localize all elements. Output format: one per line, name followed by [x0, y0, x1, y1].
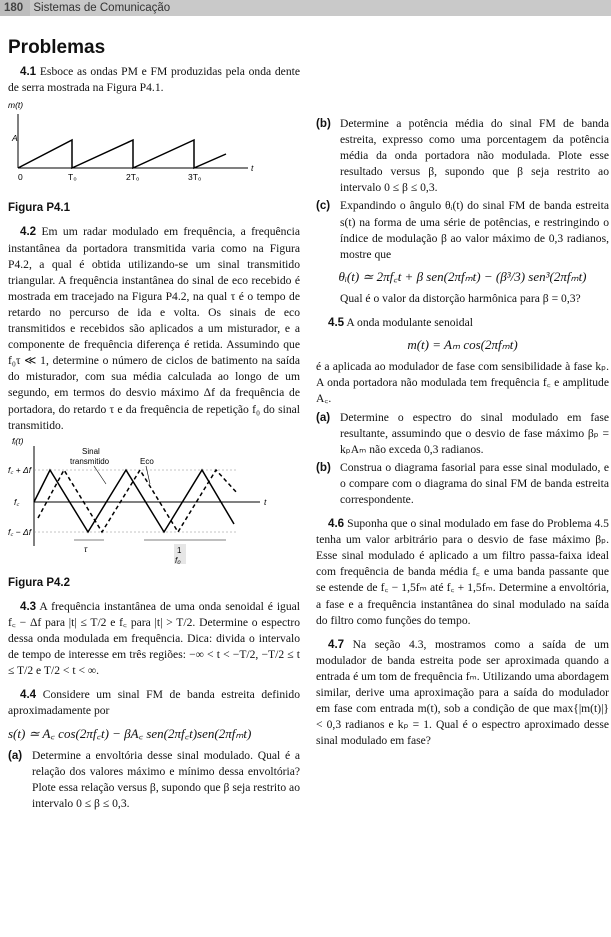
problem-4-4: 4.4 Considere um sinal FM de banda estreita definido aproximadamente por — [8, 688, 300, 718]
fig2-fcpd-label: f꜀ + Δf — [8, 464, 32, 475]
problem-4-1: 4.1 Esboce as ondas PM e FM produzidas pela onda dente de serra mostrada na Figura P4.1. — [8, 65, 300, 95]
fig1-t1: 2T₀ — [126, 172, 140, 183]
fig2-ylabel: fᵢ(t) — [12, 435, 24, 446]
fig1-t2: 3T₀ — [188, 172, 202, 183]
problem-4-6: 4.6 Suponha que o sinal modulado em fase do Problema 4.5 tenha um valor arbitrário para o desvio de fase máximo βₚ. Esse sinal modulado é aplicado a um filtro passa-faixa ideal com frequência de banda média f꜀ e uma banda passante que se estende de f꜀ − 1,5fₘ até f꜀ + 1,5fₘ. Determine a envoltória, a fase e a frequência instantânea do sinal modulado na saída do filtro como funções do tempo. — [316, 517, 609, 627]
fig1-ylabel: m(t) — [8, 100, 24, 111]
fig1-t0: T₀ — [68, 172, 77, 183]
fig2-transmitted-signal — [34, 470, 234, 532]
equation-4-4: s(t) ≃ A꜀ cos(2πf꜀t) − βA꜀ sen(2πf꜀t)sen(2πfₘt) — [8, 725, 252, 741]
fig1-zero: 0 — [18, 172, 23, 183]
fig2-sinal-pointer — [94, 466, 106, 484]
problem-4-7: 4.7 Na seção 4.3, mostramos como a saída de um modulador de banda estreita pode ser aproximada quando a entrada é um tom de frequência fₘ. Utilizando uma abordagem similar, derive uma aproximação para a saída do modulador em fase com entrada m(t), sob a condição de que max{|m(t)|} < 0,3 radianos e kₚ = 1. Qual é o espectro aproximado desse sinal modulado em fase? — [316, 637, 609, 748]
figure-p4-2-caption: Figura P4.2 — [8, 576, 70, 589]
problem-4-5-a: (a) Determine o espectro do sinal modulado em fase resultante, assumindo que o desvio de fase máximo βₚ = kₚAₘ não exceda 0,3 radianos. — [316, 410, 609, 456]
problem-4-5-text2: é a aplicada ao modulador de fase com sensibilidade à fase kₚ. A onda portadora não modulada tem frequência f꜀ e amplitude A꜀. — [316, 360, 609, 406]
figure-p4-1 — [8, 96, 300, 191]
fig1-sawtooth — [18, 140, 226, 168]
fig2-sinal-label: Sinal — [82, 446, 100, 456]
left-column — [8, 36, 300, 812]
fig2-fc-label: f꜀ — [14, 496, 20, 507]
problem-4-5: 4.5 A onda modulante senoidal — [328, 316, 473, 330]
problem-4-2: 4.2 Em um radar modulado em frequência, a frequência instantânea da portadora transmitida varia como na Figura P4.2, a qual é obtida utilizando-se um sinal transmitido triangular. A frequência instantânea do sinal de eco recebido é mostrada em tracejado na Figura P4.2, na qual τ é o tempo de retardo no percurso de ida e volta. Os sinais de eco transmitidos e recebidos são aplicados a um misturador, e a componente de frequência diferença é retida. Assumindo que f₀τ ≪ 1, determine o número de ciclos de batimento na saída do misturador, com sua média calculada ao longo de um segundo, em termos do desvio máximo Δf da frequência de portadora, do retardo τ e da frequência de repetição f₀ do sinal transmitido. — [8, 225, 300, 432]
problem-4-4-c: (c) Expandindo o ângulo θᵢ(t) do sinal FM de banda estreita s(t) na forma de uma série de potências, e restringindo o índice de modulação β ao valor máximo de 0,3 radianos, mostre que — [316, 199, 609, 261]
figure-p4-2 — [8, 434, 300, 566]
fig2-transmitido-label: transmitido — [70, 456, 110, 466]
fig2-tau-label: τ — [84, 543, 88, 554]
problem-4-3: 4.3 A frequência instantânea de uma onda senoidal é igual f꜀ − Δf para |t| ≤ T/2 e f꜀ para |t| > T/2. Determine o espectro dessa onda modulada em frequência. Dica: divida o intervalo de tempo de interesse em três regiões: −∞ < t < −T/2, −T/2 ≤ t ≤ T/2 e T/2 < t < ∞. — [8, 599, 301, 678]
fig2-period-f0: f₀ — [175, 555, 181, 565]
problem-4-5-b: (b) Construa o diagrama fasorial para esse sinal modulado, e o compare com o diagrama do sinal FM de banda estreita correspondente. — [316, 460, 609, 506]
problem-4-4-a: (a) Determine a envoltória desse sinal modulado. Qual é a relação dos valores máximo e mínimo dessa envoltória? Plote essa relação versus β, supondo que β seja restrito ao intervalo 0 ≤ β ≤ 0,3. — [8, 748, 300, 810]
fig2-fcmd-label: f꜀ − Δf — [8, 526, 32, 537]
chapter-title: Sistemas de Comunicação — [33, 2, 171, 14]
figure-p4-1-caption: Figura P4.1 — [8, 202, 70, 215]
problem-4-4-b: (b) Determine a potência média do sinal FM de banda estreita, expresso como uma porcentagem da potência média da onda portadora não modulada. Plote esse resultado versus β, supondo que β seja restrito ao intervalo 0 ≤ β ≤ 0,3. — [316, 117, 609, 195]
right-column — [316, 30, 609, 749]
fig2-eco-label: Eco — [140, 456, 154, 466]
fig1-a-label: A — [12, 133, 18, 144]
equation-4-5: m(t) = Aₘ cos(2πfₘt) — [407, 337, 518, 353]
equation-4-4-c: θᵢ(t) ≃ 2πf꜀t + β sen(2πfₘt) − (β³/3) sen³(2πfₘt) — [338, 268, 587, 284]
section-title: Problemas — [8, 37, 106, 58]
fig2-period-one: 1 — [177, 545, 182, 555]
fig1-t-label: t — [251, 163, 254, 174]
problem-4-4-c-question: Qual é o valor da distorção harmônica para β = 0,3? — [340, 291, 581, 305]
page-header — [0, 0, 611, 16]
fig2-t-label: t — [264, 496, 267, 507]
page-number: 180 — [0, 0, 30, 16]
